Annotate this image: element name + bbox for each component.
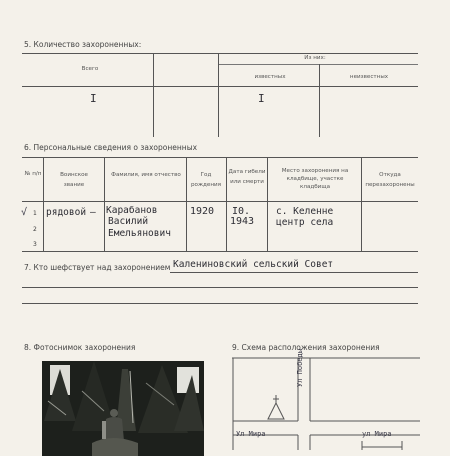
section9-title: 9. Схема расположения захоронения bbox=[232, 343, 380, 352]
s5-total-value: I bbox=[90, 92, 97, 105]
s6-place-line1: с. Келенне bbox=[276, 206, 334, 217]
s7-rule-2 bbox=[22, 287, 418, 288]
s5-col-known: известных bbox=[254, 74, 286, 80]
s6-head-date: Дата гибели или смерти bbox=[228, 169, 266, 185]
s6-head-rank: Воинское звание bbox=[60, 172, 88, 188]
s5-col-unknown: неизвестных bbox=[349, 74, 389, 80]
section6-title: 6. Персональные сведения о захороненных bbox=[24, 143, 198, 152]
s6-head-num: № п/п bbox=[24, 171, 42, 177]
s6-head-origin: Откуда перезахоронены bbox=[365, 172, 415, 188]
s5-vline-3 bbox=[319, 64, 320, 137]
photo-image bbox=[42, 361, 204, 456]
s6-rank: рядовой bbox=[46, 207, 87, 218]
s6-vline-5 bbox=[267, 157, 268, 251]
s5-col-total: Всего bbox=[81, 66, 99, 72]
s6-vline-4 bbox=[226, 157, 227, 251]
s7-rule-3 bbox=[22, 303, 418, 304]
s6-date-day: I0. bbox=[232, 206, 251, 217]
section7-label: 7. Кто шефствует над захоронением bbox=[24, 263, 171, 272]
s6-vline-3 bbox=[186, 157, 187, 251]
street-mira-left: Ул Мира bbox=[236, 430, 266, 438]
s6-row-num-3: 3 bbox=[33, 241, 37, 248]
section8-title: 8. Фотоснимок захоронения bbox=[24, 343, 136, 352]
s6-bottom-rule bbox=[22, 251, 418, 252]
s6-vline-1 bbox=[43, 157, 44, 251]
section7-value: Калениновский сельский Совет bbox=[173, 259, 334, 270]
s5-vline-1 bbox=[153, 53, 154, 137]
s6-dash: — bbox=[90, 207, 96, 218]
s6-head-year: Год рождения bbox=[191, 172, 221, 188]
s5-vline-2 bbox=[218, 53, 219, 137]
s6-firstname: Василий bbox=[108, 216, 149, 227]
street-pobedy: Ул Победы bbox=[296, 349, 304, 387]
s6-surname: Карабанов bbox=[106, 205, 158, 216]
s5-top-rule bbox=[22, 53, 418, 54]
s6-head-place: Место захоронения на кладбище, участке кладбища bbox=[281, 168, 349, 190]
s6-vline-6 bbox=[361, 157, 362, 251]
s6-vline-2 bbox=[104, 157, 105, 251]
s5-header-rule bbox=[22, 86, 418, 87]
s7-rule-1 bbox=[170, 272, 418, 273]
s5-known-value: I bbox=[258, 92, 265, 105]
s6-header-rule bbox=[22, 201, 418, 202]
s6-row-num-1: 1 bbox=[33, 210, 37, 217]
s5-mid-rule bbox=[218, 64, 418, 65]
location-scheme bbox=[232, 349, 420, 450]
s6-row-num-2: 2 bbox=[33, 226, 37, 233]
s6-patronymic: Емельянович bbox=[108, 228, 171, 239]
s5-col-including: Из них: bbox=[304, 55, 326, 61]
street-mira-right: ул Мира bbox=[362, 430, 392, 438]
s6-top-rule bbox=[22, 157, 418, 158]
s6-year: 1920 bbox=[190, 206, 215, 217]
burial-photo bbox=[42, 361, 204, 456]
s6-date-year: 1943 bbox=[230, 216, 255, 227]
s6-check-mark: √ bbox=[21, 207, 28, 218]
section5-title: 5. Количество захороненных: bbox=[24, 40, 142, 49]
s6-head-name: Фамилия, имя отчество bbox=[111, 172, 181, 178]
s6-place-line2: центр села bbox=[276, 217, 334, 228]
